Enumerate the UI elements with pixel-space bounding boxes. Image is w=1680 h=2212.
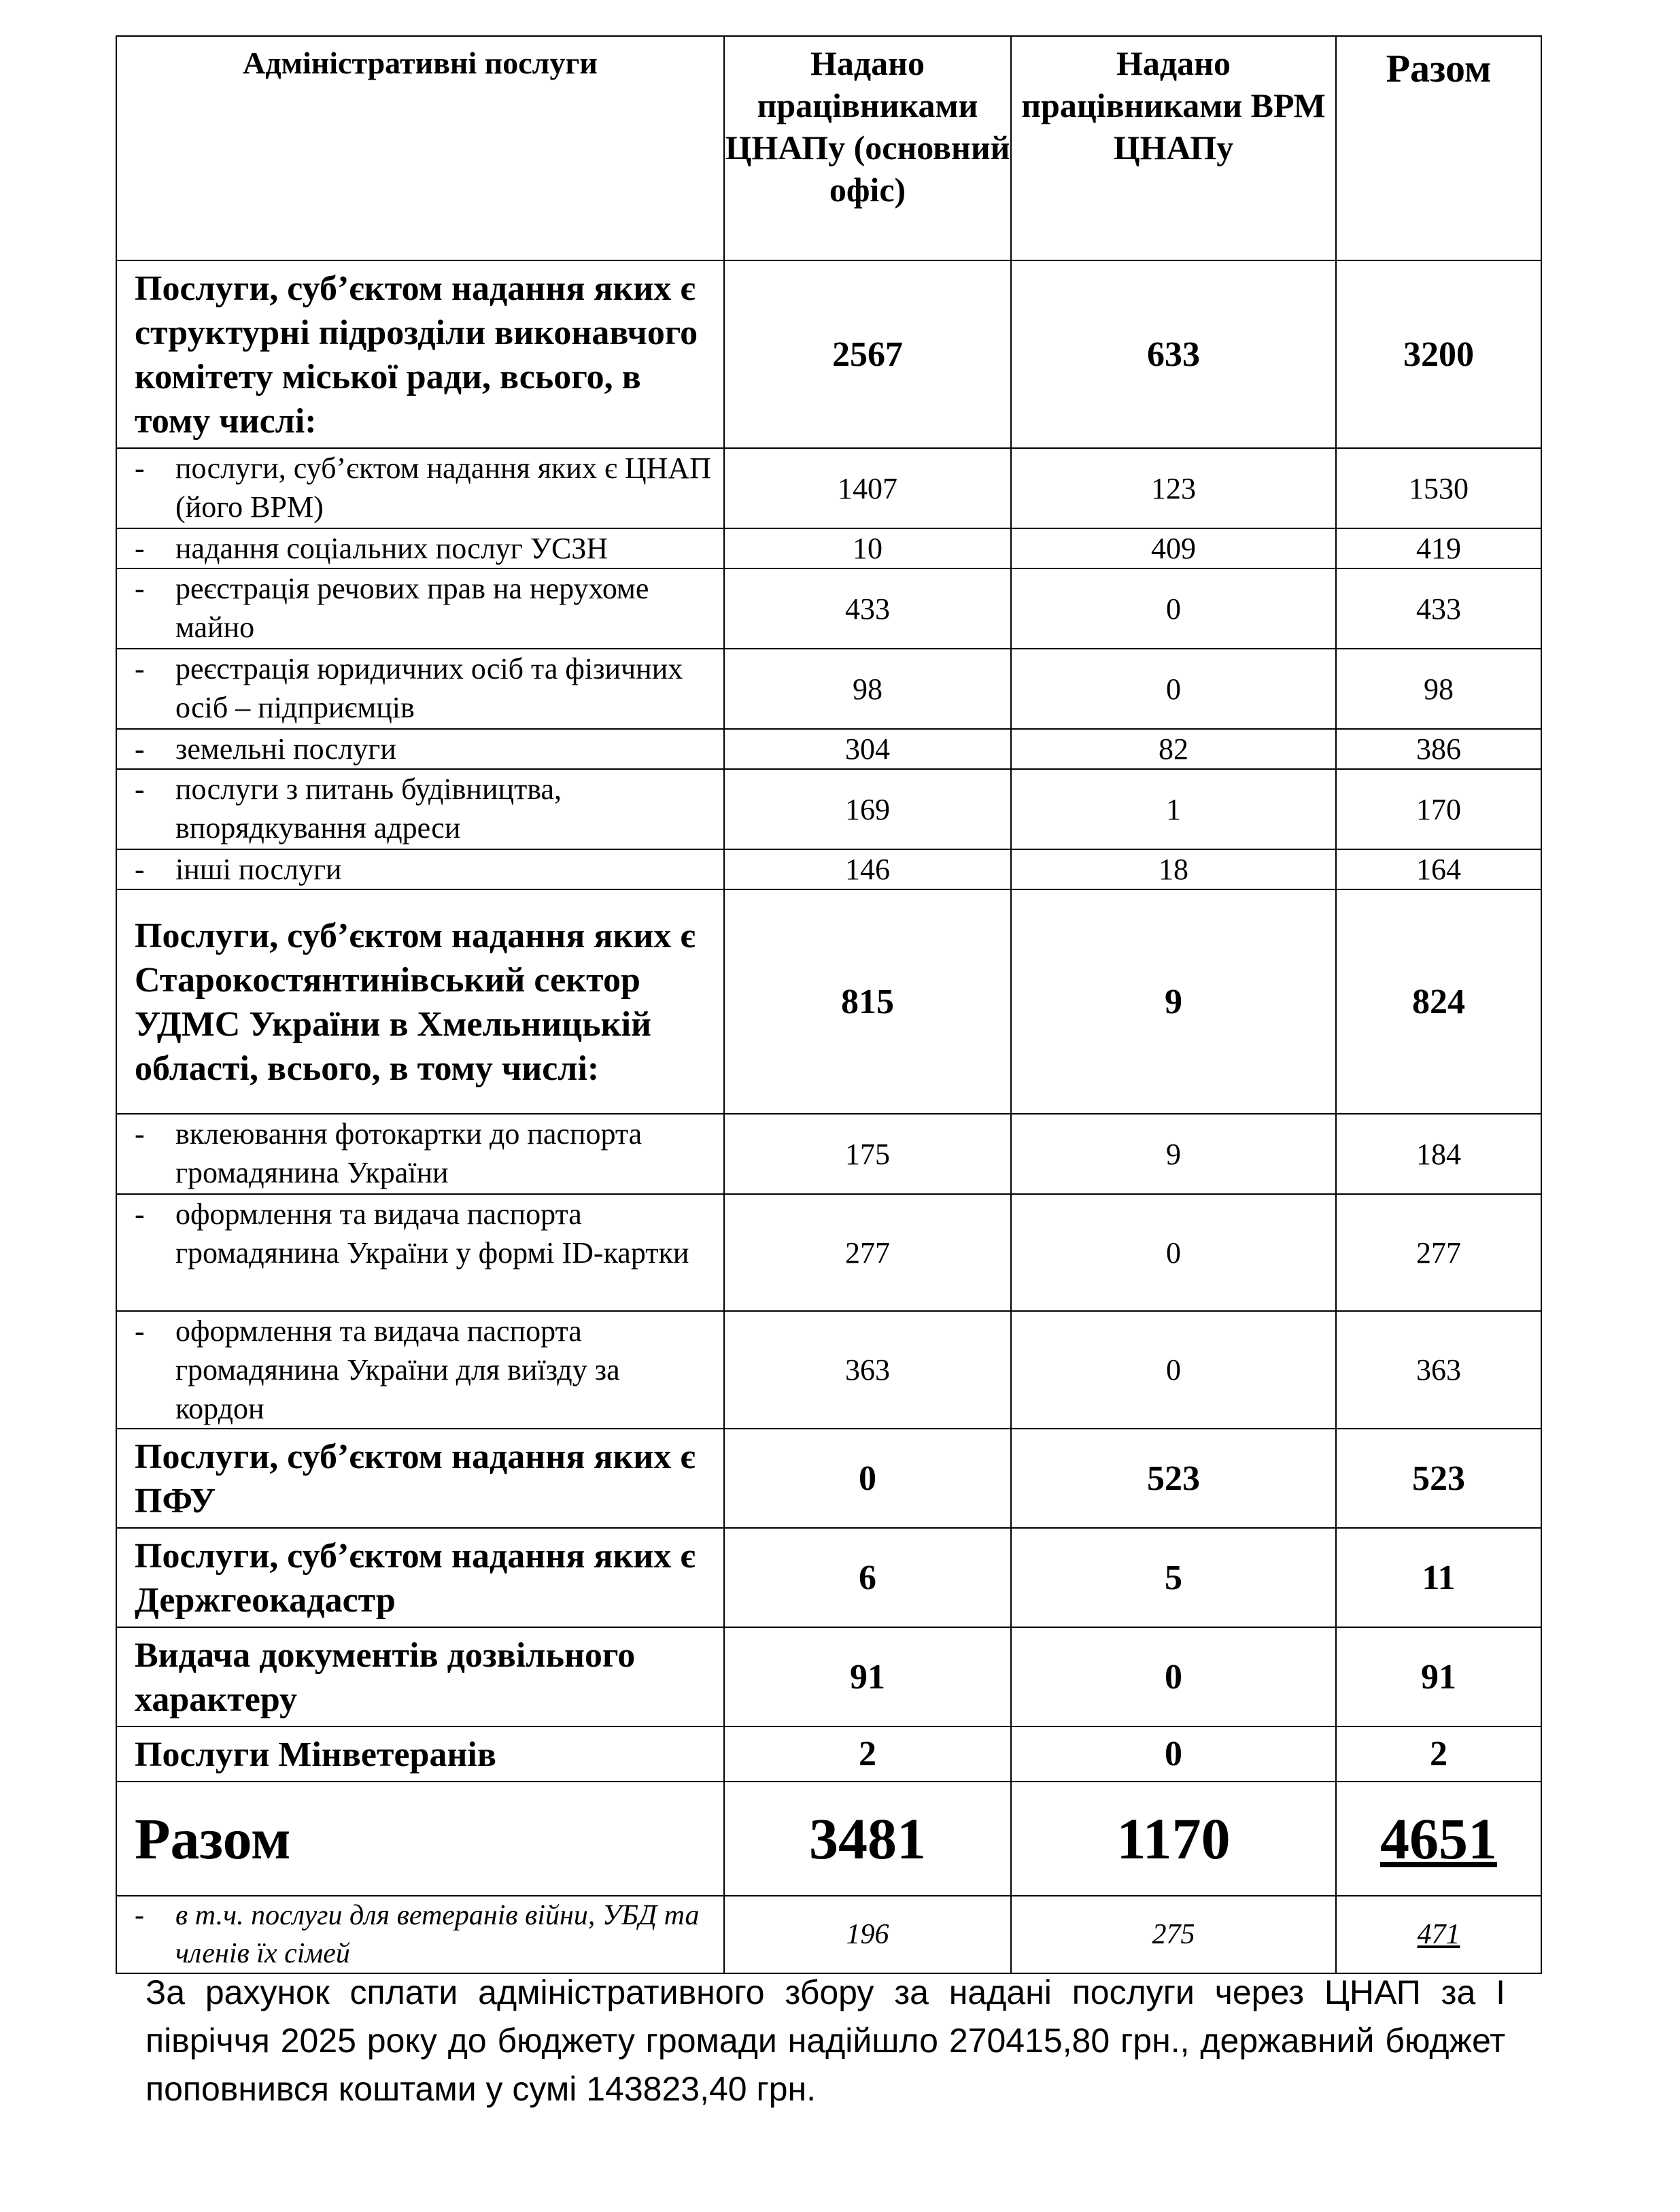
cell-total: 11 <box>1336 1528 1541 1627</box>
cell-total: 277 <box>1336 1194 1541 1311</box>
cell-main: 433 <box>724 568 1011 649</box>
cell-main: 91 <box>724 1627 1011 1726</box>
services-report <box>116 35 1541 1974</box>
row-label: оформлення та видача паспорта громадянина України для виїзду за кордон <box>175 1314 620 1425</box>
cell-vrm: 9 <box>1011 1114 1336 1194</box>
cell-vrm: 633 <box>1011 260 1336 448</box>
row-label: вклеювання фотокартки до паспорта громадянина України <box>175 1117 642 1189</box>
header-services: Адміністративні послуги <box>116 36 724 260</box>
row-label: послуги з питань будівництва, впорядкування адреси <box>175 772 562 845</box>
cell-vrm: 0 <box>1011 1726 1336 1782</box>
grand-total-row <box>116 1782 1541 1896</box>
cell-main: 146 <box>724 849 1011 889</box>
cell-total: 363 <box>1336 1311 1541 1429</box>
veterans-label: в т.ч. послуги для ветеранів війни, УБД та членів їх сімей <box>175 1900 700 1969</box>
row-label: надання соціальних послуг УСЗН <box>175 532 608 565</box>
grand-total-label: Разом <box>116 1782 724 1896</box>
row-label: Послуги Мінветеранів <box>116 1726 724 1782</box>
cell-main: 1407 <box>724 448 1011 528</box>
cell-total: 523 <box>1336 1429 1541 1528</box>
cell-main: 169 <box>724 769 1011 849</box>
row-label: Послуги, суб’єктом надання яких є ПФУ <box>116 1429 724 1528</box>
bullet-dash: - <box>135 572 145 605</box>
cell-main: 175 <box>724 1114 1011 1194</box>
cell-vrm: 0 <box>1011 568 1336 649</box>
cell-main: 2567 <box>724 260 1011 448</box>
category-row <box>116 1627 1541 1726</box>
cell-vrm: 123 <box>1011 448 1336 528</box>
category-row <box>116 1726 1541 1782</box>
cell-main: 10 <box>724 528 1011 568</box>
bullet-dash: - <box>135 853 145 886</box>
cell-vrm: 82 <box>1011 729 1336 769</box>
bullet-dash: - <box>135 452 145 485</box>
bullet-dash: - <box>135 652 145 685</box>
cell-main: 2 <box>724 1726 1011 1782</box>
cell-vrm: 0 <box>1011 1627 1336 1726</box>
cell-total: 824 <box>1336 889 1541 1114</box>
cell-total: 1530 <box>1336 448 1541 528</box>
bullet-dash: - <box>135 1197 145 1231</box>
cell-vrm: 9 <box>1011 889 1336 1114</box>
veterans-total: 471 <box>1336 1896 1541 1973</box>
item-row <box>116 769 1541 849</box>
item-row <box>116 448 1541 528</box>
row-label: оформлення та видача паспорта громадянина України у формі ID-картки <box>175 1197 689 1270</box>
header-vrm: Надано працівниками ВРМ ЦНАПу <box>1011 36 1336 260</box>
row-label: Послуги, суб’єктом надання яких є Старокостянтинівський сектор УДМС України в Хмельницькій області, всього, в тому числі: <box>116 889 724 1114</box>
item-row <box>116 849 1541 889</box>
item-row <box>116 649 1541 729</box>
cell-total: 2 <box>1336 1726 1541 1782</box>
cell-total: 386 <box>1336 729 1541 769</box>
cell-vrm: 0 <box>1011 1194 1336 1311</box>
row-label: земельні послуги <box>175 732 396 766</box>
cell-vrm: 523 <box>1011 1429 1336 1528</box>
budget-note: За рахунок сплати адміністративного збору за надані послуги через ЦНАП за І півріччя 2025 року до бюджету громади надійшло 270415,80 грн., державний бюджет поповнився коштами у сумі 143823,40 грн. <box>145 1973 1505 2108</box>
cell-main: 0 <box>724 1429 1011 1528</box>
item-row <box>116 1311 1541 1429</box>
item-row <box>116 1114 1541 1194</box>
cell-main: 363 <box>724 1311 1011 1429</box>
veterans-vrm: 275 <box>1011 1896 1336 1973</box>
item-row <box>116 1194 1541 1311</box>
row-label: реєстрація юридичних осіб та фізичних осіб – підприємців <box>175 652 683 724</box>
grand-total-main: 3481 <box>724 1782 1011 1896</box>
veterans-main: 196 <box>724 1896 1011 1973</box>
cell-total: 170 <box>1336 769 1541 849</box>
row-label: Видача документів дозвільного характеру <box>116 1627 724 1726</box>
category-row <box>116 1429 1541 1528</box>
category-row <box>116 1528 1541 1627</box>
cell-main: 277 <box>724 1194 1011 1311</box>
item-row <box>116 568 1541 649</box>
row-label: реєстрація речових прав на нерухоме майно <box>175 572 649 644</box>
grand-total-vrm: 1170 <box>1011 1782 1336 1896</box>
row-label: Послуги, суб’єктом надання яких є Держгеокадастр <box>116 1528 724 1627</box>
item-row <box>116 729 1541 769</box>
row-label: Послуги, суб’єктом надання яких є структурні підрозділи виконавчого комітету міської ради, всього, в тому числі: <box>116 260 724 448</box>
cell-vrm: 0 <box>1011 1311 1336 1429</box>
cell-vrm: 0 <box>1011 649 1336 729</box>
table-header-row <box>116 36 1541 260</box>
category-row <box>116 260 1541 448</box>
bullet-dash: - <box>135 1900 144 1931</box>
services-table <box>116 35 1542 1974</box>
grand-total-total: 4651 <box>1336 1782 1541 1896</box>
cell-total: 433 <box>1336 568 1541 649</box>
cell-vrm: 1 <box>1011 769 1336 849</box>
cell-vrm: 409 <box>1011 528 1336 568</box>
header-main-office: Надано працівниками ЦНАПу (основний офіс) <box>724 36 1011 260</box>
cell-vrm: 18 <box>1011 849 1336 889</box>
cell-total: 164 <box>1336 849 1541 889</box>
cell-total: 419 <box>1336 528 1541 568</box>
bullet-dash: - <box>135 532 145 565</box>
cell-main: 304 <box>724 729 1011 769</box>
cell-main: 815 <box>724 889 1011 1114</box>
bullet-dash: - <box>135 1117 145 1151</box>
cell-total: 91 <box>1336 1627 1541 1726</box>
table-body <box>116 260 1541 1782</box>
bullet-dash: - <box>135 1314 145 1348</box>
cell-total: 98 <box>1336 649 1541 729</box>
bullet-dash: - <box>135 772 145 806</box>
header-total: Разом <box>1336 36 1541 260</box>
item-row <box>116 528 1541 568</box>
category-row <box>116 889 1541 1114</box>
row-label: послуги, суб’єктом надання яких є ЦНАП (його ВРМ) <box>175 452 711 524</box>
cell-total: 3200 <box>1336 260 1541 448</box>
cell-main: 98 <box>724 649 1011 729</box>
bullet-dash: - <box>135 732 145 766</box>
row-label: інші послуги <box>175 853 342 886</box>
cell-total: 184 <box>1336 1114 1541 1194</box>
veterans-row <box>116 1896 1541 1973</box>
cell-main: 6 <box>724 1528 1011 1627</box>
cell-vrm: 5 <box>1011 1528 1336 1627</box>
